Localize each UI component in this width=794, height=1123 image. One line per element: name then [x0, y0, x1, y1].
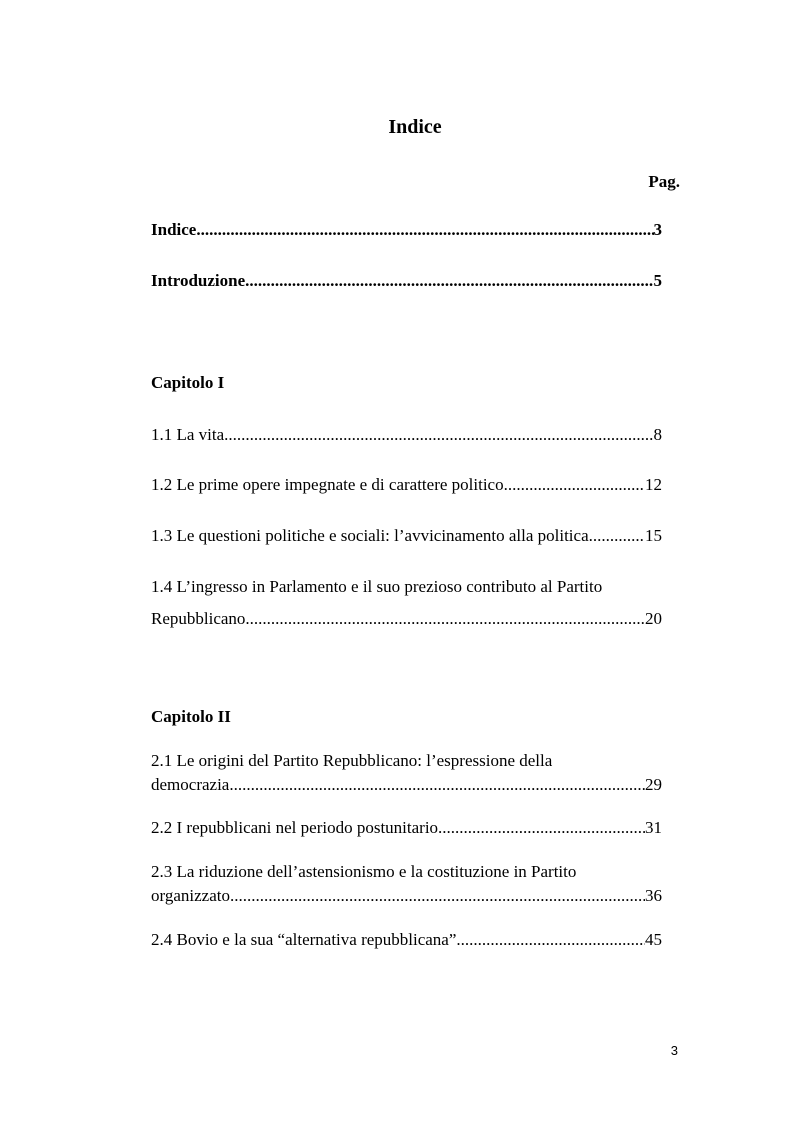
dot-leader — [196, 220, 653, 240]
toc-entry-page: 20 — [645, 609, 662, 628]
dot-leader — [589, 526, 645, 546]
toc-entry-introduzione[interactable] — [151, 271, 662, 291]
toc-entry-page: 31 — [645, 818, 662, 837]
dot-leader — [438, 818, 645, 838]
toc-entry-title: Indice — [151, 220, 197, 239]
toc-entry-page: 29 — [645, 775, 662, 794]
toc-entry-page: 36 — [645, 886, 662, 905]
dot-leader — [229, 775, 645, 795]
toc-entry-title: 2.4 Bovio e la sua “alternativa repubblicana” — [151, 930, 457, 949]
toc-entry-first-line[interactable]: 2.3 La riduzione dell’astensionismo e la costituzione in Partito — [151, 862, 577, 881]
page-column-label: Pag. — [648, 172, 680, 191]
toc-entry[interactable] — [151, 818, 662, 838]
dot-leader — [230, 886, 645, 906]
toc-entry[interactable] — [151, 475, 662, 495]
toc-entry[interactable] — [151, 775, 662, 795]
chapter-heading: Capitolo I — [151, 373, 225, 392]
toc-entry-title: Repubblicano — [151, 609, 246, 628]
toc-entry-indice[interactable] — [151, 220, 662, 240]
toc-entry-first-line[interactable]: 1.4 L’ingresso in Parlamento e il suo prezioso contributo al Partito — [151, 577, 603, 596]
toc-entry-title: 2.2 I repubblicani nel periodo postunitario — [151, 818, 439, 837]
chapter-heading: Capitolo II — [151, 707, 231, 726]
toc-entry[interactable] — [151, 425, 662, 445]
toc-entry-title: 1.3 Le questioni politiche e sociali: l’avvicinamento alla politica — [151, 526, 589, 545]
toc-entry-page: 15 — [645, 526, 662, 545]
toc-entry[interactable] — [151, 886, 662, 906]
toc-entry-title: 1.2 Le prime opere impegnate e di carattere politico — [151, 475, 504, 494]
toc-entry[interactable] — [151, 526, 662, 546]
toc-entry-page: 5 — [653, 271, 662, 290]
toc-entry-first-line[interactable]: 2.1 Le origini del Partito Repubblicano: l’espressione della — [151, 751, 553, 770]
toc-entry-page: 12 — [645, 475, 662, 494]
dot-leader — [504, 475, 645, 495]
page-title: Indice — [388, 116, 442, 138]
dot-leader — [224, 425, 653, 445]
dot-leader — [245, 271, 653, 291]
toc-entry-page: 3 — [653, 220, 662, 239]
toc-entry-title: organizzato — [151, 886, 230, 905]
page-number: 3 — [670, 1043, 678, 1058]
toc-entry-page: 45 — [645, 930, 662, 949]
toc-entry[interactable] — [151, 609, 662, 629]
dot-leader — [456, 930, 645, 950]
toc-entry-page: 8 — [653, 425, 662, 444]
dot-leader — [245, 609, 645, 629]
toc-entry-title: democrazia — [151, 775, 230, 794]
toc-entry-title: Introduzione — [151, 271, 246, 290]
toc-entry[interactable] — [151, 930, 662, 950]
toc-entry-title: 1.1 La vita — [151, 425, 225, 444]
